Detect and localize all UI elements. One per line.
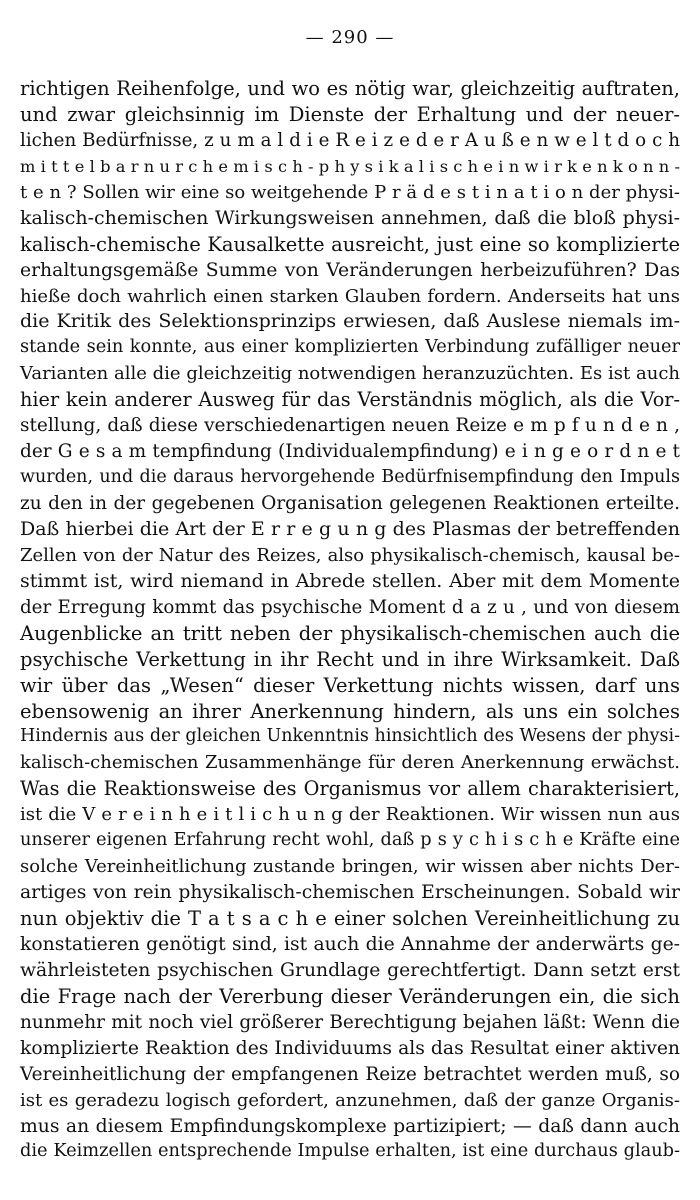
text-line: Was die Reaktionsweise des Organismus vor allem charakterisiert,: [20, 777, 680, 801]
text-line: unserer eigenen Erfahrung recht wohl, daß p s y c h i s c h e Kräfte eine: [20, 830, 680, 851]
text-line: ebensowenig an ihrer Anerkennung hindern, als uns ein solches: [20, 699, 680, 723]
text-line: die Keimzellen entsprechende Impulse erhalten, ist eine durchaus glaub-: [20, 1141, 680, 1162]
text-line: lichen Bedürfnisse, z u m a l d i e R e i z e d e r A u ß e n w e l t d o c h: [20, 129, 680, 151]
text-line: konstatieren genötigt sind, ist auch die Annahme der anderwärts ge-: [20, 933, 680, 955]
text-line: zu den in der gegebenen Organisation gelegenen Reaktionen erteilte.: [20, 493, 680, 514]
text-line: stande sein konnte, aus einer komplizierten Verbindung zufälliger neuer: [20, 337, 680, 358]
text-line: kalisch-chemische Kausalkette ausreicht, just eine so komplizierte: [20, 232, 680, 256]
text-line: nunmehr mit noch viel größerer Berechtigung bejahen läßt: Wenn die: [20, 1011, 680, 1033]
text-line: komplizierte Reaktion des Individuums als das Resultat einer aktiven: [20, 1037, 680, 1059]
text-line: hieße doch wahrlich einen starken Glauben fordern. Anderseits hat uns: [20, 285, 680, 307]
text-line: ist die V e r e i n h e i t l i c h u n g der Reaktionen. Wir wissen nun aus: [20, 804, 680, 826]
text-line: artiges von rein physikalisch-chemischen Erscheinungen. Sobald wir: [20, 882, 680, 904]
text-line: nun objektiv die T a t s a c h e einer solchen Vereinheitlichung zu: [20, 907, 680, 930]
text-line: solche Vereinheitlichung zustande bringen, wir wissen aber nichts Der-: [20, 856, 680, 878]
text-line: und zwar gleichsinnig im Dienste der Erhaltung und der neuer-: [20, 102, 680, 126]
text-line: erhaltungsgemäße Summe von Veränderungen herbeizuführen? Das: [20, 259, 680, 281]
text-line: der Erregung kommt das psychische Moment d a z u , und von diesem: [20, 596, 680, 618]
body-text: [20, 76, 680, 1165]
text-line: der G e s a m tempfindung (Individualempfindung) e i n g e o r d n e t: [20, 441, 680, 463]
text-line: Varianten alle die gleichzeitig notwendigen heranzuzüchten. Es ist auch: [20, 363, 680, 385]
text-line: die Kritik des Selektionsprinzips erwiesen, daß Auslese niemals im-: [20, 310, 680, 333]
text-line: kalisch-chemischen Zusammenhänge für deren Anerkennung erwächst.: [20, 752, 680, 774]
text-line: die Frage nach der Vererbung dieser Veränderungen ein, die sich: [20, 984, 680, 1008]
text-line: Daß hierbei die Art der E r r e g u n g des Plasmas der betreffenden: [20, 517, 680, 540]
page-number: — 290 —: [305, 27, 395, 48]
text-line: währleisteten psychischen Grundlage gerechtfertigt. Dann setzt erst: [20, 959, 680, 981]
text-line: mus an diesem Empfindungskomplexe partizipiert; — daß dann auch: [20, 1115, 680, 1137]
text-line: Augenblicke an tritt neben der physikalisch-chemischen auch die: [20, 621, 680, 645]
text-line: hier kein anderer Ausweg für das Verständnis möglich, als die Vor-: [20, 388, 680, 412]
text-line: richtigen Reihenfolge, und wo es nötig war, gleichzeitig auftraten,: [20, 77, 680, 100]
text-line: m i t t e l b a r n u r c h e m i s c h - p h y s i k a l i s c h e i n w i r k e n k o n n -: [20, 156, 680, 176]
text-line: Vereinheitlichung der empfangenen Reize betrachtet werden muß, so: [20, 1063, 680, 1085]
text-line: kalisch-chemischen Wirkungsweisen annehmen, daß die bloß physi-: [20, 206, 680, 229]
text-line: stimmt ist, wird niemand in Abrede stellen. Aber mit dem Momente: [20, 569, 680, 592]
text-line: Hindernis aus der gleichen Unkenntnis hinsichtlich des Wesens der physi-: [20, 726, 680, 747]
text-line: ist es geradezu logisch gefordert, anzunehmen, daß der ganze Organis-: [20, 1089, 680, 1111]
text-line: t e n ? Sollen wir eine so weitgehende P r ä d e s t i n a t i o n der physi-: [20, 181, 680, 203]
text-line: wir über das „Wesen“ dieser Verkettung nichts wissen, darf uns: [20, 673, 680, 697]
text-line: stellung, daß diese verschiedenartigen neuen Reize e m p f u n d e n ,: [20, 415, 680, 437]
text-line: psychische Verkettung in ihr Recht und in ihre Wirksamkeit. Daß: [20, 647, 680, 671]
text-line: wurden, und die daraus hervorgehende Bedürfnisempfindung den Impuls: [20, 467, 680, 488]
text-line: Zellen von der Natur des Reizes, also physikalisch-chemisch, kausal be-: [20, 544, 680, 566]
